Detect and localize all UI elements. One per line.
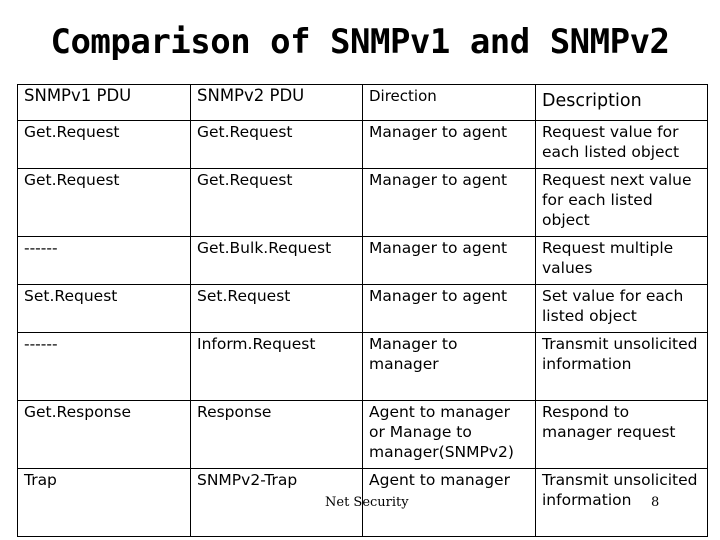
cell-direction: Agent to manager or Manage to manager(SNMPv2) bbox=[363, 401, 536, 469]
cell-snmpv1-pdu: ------ bbox=[18, 237, 191, 285]
cell-snmpv1-pdu: Get.Request bbox=[18, 169, 191, 237]
table-row bbox=[18, 121, 708, 169]
cell-description: Transmit unsolicited information bbox=[536, 469, 708, 537]
cell-description: Request value for each listed object bbox=[536, 121, 708, 169]
cell-snmpv1-pdu: Trap bbox=[18, 469, 191, 537]
cell-snmpv2-pdu: Response bbox=[191, 401, 363, 469]
table-row bbox=[18, 169, 708, 237]
comparison-table bbox=[17, 84, 708, 537]
cell-snmpv2-pdu: Set.Request bbox=[191, 285, 363, 333]
cell-snmpv2-pdu: Get.Bulk.Request bbox=[191, 237, 363, 285]
cell-direction: Manager to agent bbox=[363, 121, 536, 169]
cell-description: Request multiple values bbox=[536, 237, 708, 285]
cell-snmpv1-pdu: Get.Response bbox=[18, 401, 191, 469]
header-snmpv2-pdu: SNMPv2 PDU bbox=[191, 85, 363, 121]
header-snmpv1-pdu: SNMPv1 PDU bbox=[18, 85, 191, 121]
cell-direction: Manager to agent bbox=[363, 169, 536, 237]
footer-text: Net Security bbox=[325, 495, 409, 510]
page-number: 8 bbox=[651, 495, 660, 510]
header-description: Description bbox=[536, 85, 708, 121]
cell-direction: Manager to agent bbox=[363, 285, 536, 333]
cell-description: Request next value for each listed object bbox=[536, 169, 708, 237]
table-row bbox=[18, 401, 708, 469]
cell-snmpv2-pdu: Get.Request bbox=[191, 169, 363, 237]
cell-description: Set value for each listed object bbox=[536, 285, 708, 333]
cell-direction: Manager to agent bbox=[363, 237, 536, 285]
slide-title: Comparison of SNMPv1 and SNMPv2 bbox=[50, 22, 670, 62]
cell-description: Respond to manager request bbox=[536, 401, 708, 469]
cell-snmpv2-pdu: SNMPv2-Trap bbox=[191, 469, 363, 537]
cell-snmpv2-pdu: Inform.Request bbox=[191, 333, 363, 401]
cell-snmpv2-pdu: Get.Request bbox=[191, 121, 363, 169]
cell-snmpv1-pdu: ------ bbox=[18, 333, 191, 401]
cell-direction: Manager to manager bbox=[363, 333, 536, 401]
cell-snmpv1-pdu: Set.Request bbox=[18, 285, 191, 333]
cell-direction: Agent to manager bbox=[363, 469, 536, 537]
cell-description: Transmit unsolicited information bbox=[536, 333, 708, 401]
table-row bbox=[18, 237, 708, 285]
table-header-row bbox=[18, 85, 708, 121]
header-direction: Direction bbox=[363, 85, 536, 121]
cell-snmpv1-pdu: Get.Request bbox=[18, 121, 191, 169]
table-row bbox=[18, 285, 708, 333]
table-row bbox=[18, 333, 708, 401]
